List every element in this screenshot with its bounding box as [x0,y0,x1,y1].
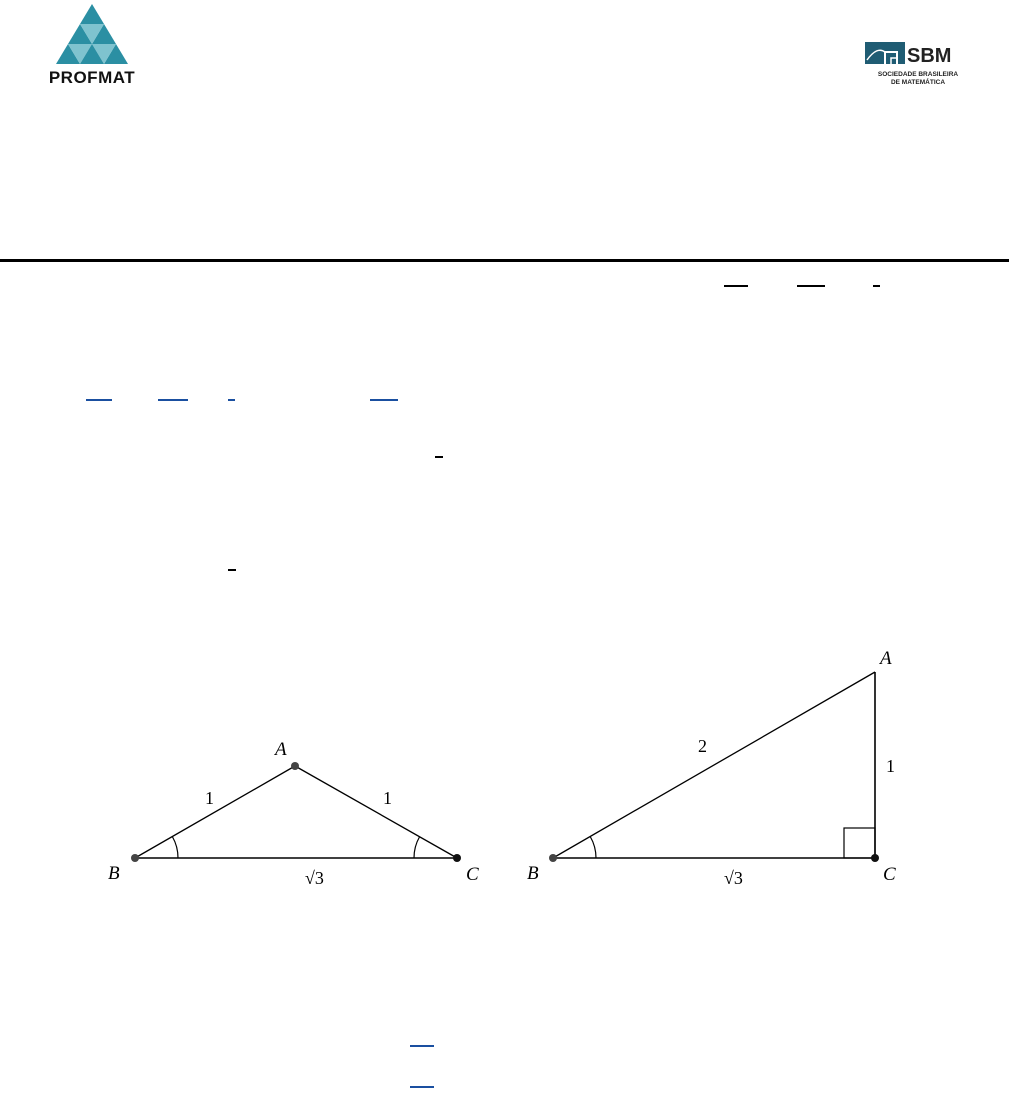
left-vertex-b [131,854,139,862]
left-side-ac [295,766,457,858]
left-side-ac-label: 1 [383,788,392,808]
right-label-b: B [527,863,539,884]
left-side-ab-label: 1 [205,788,214,808]
sbm-logo-text: SBM [907,45,952,67]
left-label-c: C [466,864,479,885]
sbm-subtitle-line1: SOCIEDADE BRASILEIRA [877,71,959,78]
left-vertex-a [291,762,299,770]
fraction-bar-link[interactable] [370,399,398,401]
fraction-bar-link[interactable] [228,399,235,401]
fraction-bar [724,285,748,287]
right-angle-marker [844,828,875,858]
fraction-bar-link[interactable] [158,399,188,401]
left-side-ab [135,766,295,858]
right-triangle [527,648,896,888]
right-label-a: A [880,648,892,669]
right-side-ac-label: 1 [886,756,895,776]
left-label-a: A [275,739,287,760]
fraction-bar-link[interactable] [410,1086,434,1088]
fraction-bar-link[interactable] [86,399,112,401]
left-triangle [108,739,479,888]
right-label-c: C [883,864,896,885]
fraction-bar [228,569,236,571]
fraction-bar-link[interactable] [410,1045,434,1047]
left-vertex-c [453,854,461,862]
sbm-subtitle-line2: DE MATEMÁTICA [890,79,946,86]
right-side-bc-label: √3 [724,868,743,888]
left-angle-b-arc [172,837,178,859]
fraction-bar [435,456,443,458]
right-vertex-b [549,854,557,862]
sbm-logo-icon [863,40,963,90]
right-side-ab-label: 2 [698,736,707,756]
left-angle-c-arc [414,837,420,859]
left-label-b: B [108,863,120,884]
right-side-ab [553,672,875,858]
triangles-figure [0,630,1009,910]
profmat-logo-text: PROFMAT [48,68,136,87]
right-angle-b-arc [590,837,596,859]
fraction-bar [797,285,825,287]
fraction-bar [873,285,880,287]
header-divider [0,259,1009,262]
left-side-bc-label: √3 [305,868,324,888]
right-vertex-c [871,854,879,862]
